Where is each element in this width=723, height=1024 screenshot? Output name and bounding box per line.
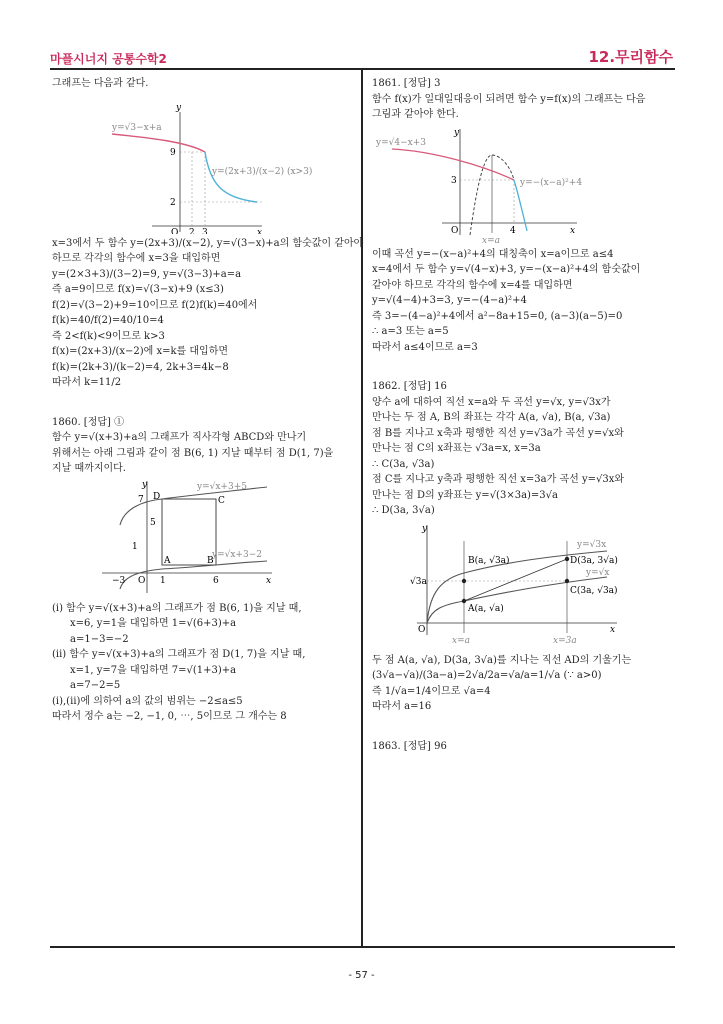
origin-label: O <box>138 575 146 586</box>
figure-1862-graph <box>372 521 632 651</box>
tick-y3: 3 <box>451 175 457 186</box>
tick-x-minus3: −3 <box>112 575 126 586</box>
sol-1859-line: y=(2×3+3)/(3−2)=9, y=√(3−3)+a=a <box>52 268 242 280</box>
sol-1862-line: 만나는 점 D의 y좌표는 y=√(3×3a)=3√a <box>372 489 559 501</box>
tick-y1: 1 <box>132 541 138 552</box>
answer-1860-heading: 1860. [정답] ① <box>52 416 125 428</box>
sol-1861-line: 그림과 같아야 한다. <box>372 109 459 120</box>
sol-1861-line: ∴ a=3 또는 a=5 <box>372 326 449 337</box>
figure-1860-graph <box>52 479 312 599</box>
sol-1861-line: x=4에서 두 함수 y=√(4−x)+3, y=−(x−a)²+4의 함숫값이 <box>372 264 641 275</box>
point-B: B(a, √3a) <box>468 555 510 566</box>
sol-1859-line: f(k)=(2k+3)/(k−2)=4, 2k+3=4k−8 <box>52 361 229 373</box>
y-axis-label: y <box>454 127 460 138</box>
line-label-x-3a: x=3a <box>553 635 577 646</box>
sol-1859-line: x=3에서 두 함수 y=(2x+3)/(x−2), y=√(3−x)+a의 함숫값이 같아야 <box>52 237 364 249</box>
sol-1860-line: 함수 y=√(x+3)+a의 그래프가 직사각형 ABCD와 만나기 <box>52 432 307 443</box>
sol-1861-line: 함수 f(x)가 일대일대응이 되려면 함수 y=f(x)의 그래프는 다음 <box>372 93 646 105</box>
point-C: C <box>218 495 225 506</box>
x-axis-label: x <box>570 225 576 236</box>
tick-y-sqrt3a: √3a <box>410 576 427 587</box>
x-axis-label: x <box>257 227 263 234</box>
y-axis-label: y <box>176 102 182 113</box>
curve-label-parabola: y=−(x−a)²+4 <box>520 177 583 188</box>
sol-1860-case1-line: a=1−3=−2 <box>70 633 129 645</box>
tick-y9: 9 <box>170 147 176 158</box>
tick-x1: 1 <box>160 575 166 586</box>
sol-1859-line: 하므로 각각의 함수에 x=3을 대입하면 <box>52 253 221 264</box>
tick-y2: 2 <box>170 197 176 208</box>
point-D: D <box>153 491 161 502</box>
sol-1860-line: 따라서 정수 a는 −2, −1, 0, ⋯, 5이므로 그 개수는 8 <box>52 711 287 722</box>
axis-of-symmetry-label: x=a <box>482 235 500 245</box>
sol-1859-line: 즉 2<f(k)<9이므로 k>3 <box>52 330 165 342</box>
tick-y5: 5 <box>150 517 156 528</box>
page-number: - 57 - <box>348 970 375 981</box>
point-A: A(a, √a) <box>468 603 504 614</box>
y-axis-label: y <box>142 479 148 490</box>
header-book-title: 마플시너지 공통수학2 <box>50 52 167 66</box>
curve-label-lower: y=√x+3−2 <box>212 549 262 560</box>
point-A: A <box>164 555 171 566</box>
sol-1859-line: 즉 a=9이므로 f(x)=√(3−x)+9 (x≤3) <box>52 284 224 295</box>
curve-label-sqrtx: y=√x <box>586 567 610 578</box>
sol-1862-line: 즉 1/√a=1/4이므로 √a=4 <box>372 685 491 697</box>
tick-x2: 2 <box>189 227 195 234</box>
curve-label-upper: y=√x+3+5 <box>197 481 247 492</box>
x-axis-label: x <box>610 624 616 635</box>
answer-1863-heading: 1863. [정답] 96 <box>372 740 447 752</box>
curve-label-sqrt3x: y=√3x <box>577 539 607 550</box>
tick-y7: 7 <box>138 494 144 505</box>
sol-1860-case2-line: x=1, y=7을 대입하면 7=√(1+3)+a <box>70 664 237 676</box>
sol-1862-line: 만나는 점 C의 x좌표는 √3a=x, x=3a <box>372 443 541 454</box>
sol-1860-case2-line: a=7−2=5 <box>70 680 121 691</box>
sol-1862-line: 양수 a에 대하여 직선 x=a와 두 곡선 y=√x, y=√3x가 <box>372 396 611 408</box>
curve-label-sqrt: y=√3−x+a <box>112 122 162 133</box>
column-divider <box>361 70 363 946</box>
sol-1862-line: 만나는 두 점 A, B의 좌표는 각각 A(a, √a), B(a, √3a) <box>372 412 611 423</box>
sol-1862-line: ∴ C(3a, √3a) <box>372 458 435 470</box>
origin-label: O <box>418 624 426 635</box>
sol-1859-line: f(k)=40/f(2)=40/10=4 <box>52 315 164 326</box>
origin-label: O <box>171 227 179 234</box>
point-D: D(3a, 3√a) <box>570 555 618 566</box>
curve-label-sqrt: y=√4−x+3 <box>376 137 426 148</box>
point-C: C(3a, √3a) <box>570 585 618 596</box>
sol-1859-line: f(x)=(2x+3)/(x−2)에 x=k를 대입하면 <box>52 346 229 357</box>
sol-1861-line: 따라서 a≤4이므로 a=3 <box>372 341 478 353</box>
point-B: B <box>207 555 214 566</box>
tick-x6: 6 <box>213 575 219 586</box>
sol-1862-line: 두 점 A(a, √a), D(3a, 3√a)를 지나는 직선 AD의 기울기는 <box>372 654 632 666</box>
sol-1862-line: (3√a−√a)/(3a−a)=2√a/2a=√a/a=1/√a (∵ a>0) <box>372 670 602 681</box>
figure-1861-graph <box>372 125 632 245</box>
answer-1861-heading: 1861. [정답] 3 <box>372 78 441 89</box>
curve-label-rational: y=(2x+3)/(x−2) (x>3) <box>212 166 312 177</box>
bottom-rule <box>50 946 675 948</box>
tick-x4: 4 <box>510 225 516 236</box>
sol-1860-line: (ⅰ),(ⅱ)에 의하여 a의 값의 범위는 −2≤a≤5 <box>52 695 243 707</box>
left-column <box>52 76 364 725</box>
sol-1860-line: 위해서는 아래 그림과 같이 점 B(6, 1) 지날 때부터 점 D(1, 7)을 <box>52 447 334 459</box>
sol-1862-line: 점 C를 지나고 y축과 평행한 직선 x=3a가 곡선 y=√3x와 <box>372 474 625 485</box>
sol-1861-line: 이때 곡선 y=−(x−a)²+4의 대칭축이 x=a이므로 a≤4 <box>372 248 614 260</box>
sol-1862-line: 따라서 a=16 <box>372 701 432 712</box>
sol-1861-line: 즉 3=−(4−a)²+4에서 a²−8a+15=0, (a−3)(a−5)=0 <box>372 310 623 322</box>
sol-1860-case1-line: x=6, y=1을 대입하면 1=√(6+3)+a <box>70 618 237 629</box>
sol-1862-line: 점 B를 지나고 x축과 평행한 직선 y=√3a가 곡선 y=√x와 <box>372 427 624 439</box>
x-axis-label: x <box>266 575 272 586</box>
sol-1860-line: 지날 때까지이다. <box>52 463 126 474</box>
sol-1860-case1: (ⅰ) 함수 y=√(x+3)+a의 그래프가 점 B(6, 1)을 지날 때, <box>52 602 302 614</box>
sol-1859-line: 따라서 k=11/2 <box>52 377 122 388</box>
figure-1859-graph <box>52 94 312 234</box>
sol-1861-line: 같아야 하므로 각각의 함수에 x=4를 대입하면 <box>372 279 573 291</box>
line-label-x-a: x=a <box>452 635 470 646</box>
tick-x3: 3 <box>202 227 208 234</box>
right-column <box>372 76 672 754</box>
y-axis-label: y <box>422 523 428 534</box>
origin-label: O <box>451 225 459 236</box>
intro-text: 그래프는 다음과 같다. <box>52 78 149 89</box>
sol-1860-case2: (ⅱ) 함수 y=√(x+3)+a의 그래프가 점 D(1, 7)을 지날 때, <box>52 649 306 660</box>
sol-1862-line: ∴ D(3a, 3√a) <box>372 505 435 516</box>
sol-1861-line: y=√(4−4)+3=3, y=−(4−a)²+4 <box>372 295 527 306</box>
header-chapter-title: 12.무리함수 <box>588 48 673 66</box>
sol-1859-line: f(2)=√(3−2)+9=10이므로 f(2)f(k)=40에서 <box>52 299 258 311</box>
answer-1862-heading: 1862. [정답] 16 <box>372 381 447 392</box>
